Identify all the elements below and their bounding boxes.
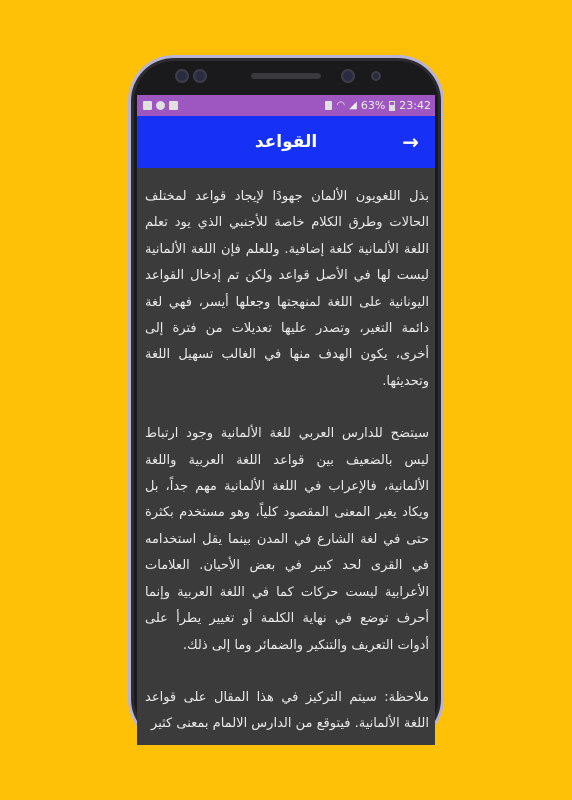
battery-icon <box>389 101 395 111</box>
article-content <box>137 168 435 738</box>
sensor-icon <box>371 71 381 81</box>
speaker-grille <box>251 73 321 79</box>
status-time: 23:42 <box>399 99 431 112</box>
paragraph: سيتضح للدارس العربي للغة الألمانية وجود ارتباط ليس بالضعيف بين قواعد اللغة العربية واللغة الألمانية، فالإعراب في اللغة الألمانية مهم جداً، بل ويكاد يغير المعنى المقصود كلياً، وهو مستخدم بكثرة حتى في لغة الشارع في المدن بينما يقل استخدامه في القرى لحد كبير في بعض الأحيان. العلامات الأعرابية ليست حركات كما في اللغة العربية وإنما أحرف توضع في نهاية الكلمة أو تغيير يطرأ على أدوات التعريف والتنكير والضمائر وما إلى ذلك. <box>145 426 429 653</box>
wifi-icon: ◠ <box>336 100 346 111</box>
sensor-icon <box>175 69 189 83</box>
battery-level: 63% <box>360 99 386 112</box>
phone-top-bezel <box>131 58 441 96</box>
phone-frame <box>128 55 444 745</box>
status-bar <box>137 95 435 116</box>
app-bar <box>137 116 435 168</box>
page-title: القواعد <box>254 132 318 152</box>
folder-notification-icon <box>169 101 178 110</box>
play-notification-icon <box>156 101 165 110</box>
arrow-right-icon: → <box>402 130 419 154</box>
alarm-icon <box>325 101 332 110</box>
paragraph: ملاحظة: سيتم التركيز في هذا المقال على قواعد اللغة الألمانية. فيتوقع من الدارس الالمام بمعنى كثير <box>145 689 429 732</box>
paragraph: بذل اللغويون الألمان جهودًا لإيجاد قواعد لمختلف الحالات وطرق الكلام خاصة للأجنبي الذي يود تعلم اللغة الألمانية كلغة إضافية. وللعلم فإن اللغة الألمانية ليست لها في الأصل قواعد ولكن تم إدخال القواعد اليونانية على اللغة لمنهجتها وجعلها أيسر، فهي لغة دائمة التغير، وتصدر عليها تعديلات من فترة إلى أخرى، يكون الهدف منها في الغالب تسهيل اللغة وتحديثها. <box>145 189 429 389</box>
image-notification-icon <box>143 101 152 110</box>
sensor-icon <box>193 69 207 83</box>
app-screen <box>137 95 435 745</box>
front-camera-icon <box>341 69 355 83</box>
back-button[interactable] <box>402 132 419 152</box>
signal-icon: ◢ <box>349 100 357 111</box>
